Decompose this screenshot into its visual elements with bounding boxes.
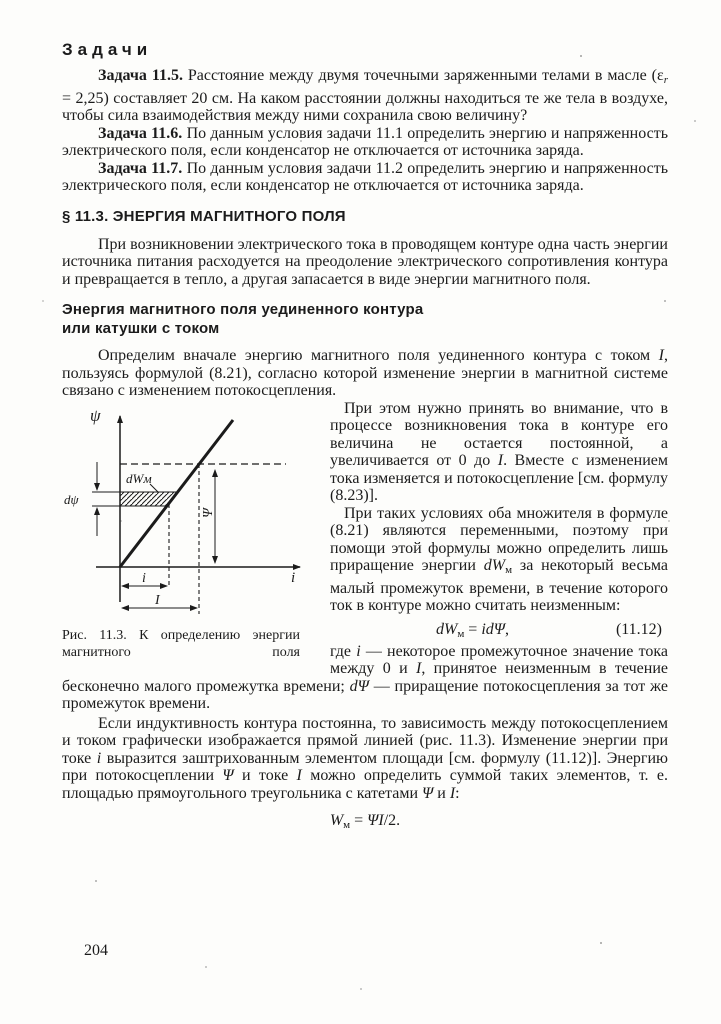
section-11-3-heading: § 11.3. ЭНЕРГИЯ МАГНИТНОГО ПОЛЯ <box>62 207 346 225</box>
equation-11-12-body: $dW_м = id\Psi$, <box>435 620 510 640</box>
equation-wm-body: $W_м = \Psi I/2$. <box>329 812 401 831</box>
figure-11-3 <box>62 404 314 666</box>
equation-11-12-number: (11.12) <box>615 620 662 638</box>
page-number: 204 <box>84 942 108 959</box>
current-axis-label: i <box>291 569 296 586</box>
paragraph-both-factors: При таких условиях оба множителя в формуле (8.21) являются переменными, поэтому при помощи этой формулы можно определить лишь приращение энергии $dW_м$ за некоторый весьма малый промежуток времени, в течение которого ток в контуре можно считать неизменным: <box>330 504 669 614</box>
scan-noise <box>0 0 2 2</box>
I-dim-label: I <box>155 592 160 608</box>
equation-wm <box>62 812 668 831</box>
section-intro-paragraph: При возникновении электрического тока в проводящем контуре одна часть энергии источника питания расходуется на преодоление электрического сопротивления контура и превращается в тепло, а другая запасается в виде энергии магнитного поля. <box>62 235 668 288</box>
equation-11-12 <box>330 621 668 640</box>
problems-heading: Задачи <box>62 40 153 59</box>
problem-11-6: Задача 11.6. По данным условия задачи 11.1 определить энергию и напряженность электрического поля, если конденсатор не отключается от источника заряда. <box>62 124 668 159</box>
subsection-heading-line2: или катушки с током <box>62 320 220 337</box>
paragraph-constant-inductance: Если индуктивность контура постоянна, то зависимость между потокосцеплением и током графически изображается прямой линией (рис. 11.3). Изменение энергии при токе i выразится заштрихованным элементом площади [см. формулу (11.12)]. Энергию при потокосцеплении Ψ и токе I можно определить суммой таких элементов, т. е. площадью прямоугольного треугольника с катетами Ψ и I: <box>62 714 668 802</box>
psi-axis-label: ψ <box>90 405 101 425</box>
paragraph-where-definitions: где i — некоторое промежуточное значение тока между 0 и I, принятое неизменным в течение бесконечно малого промежутка времени; dΨ — приращение потокосцепления за тот же промежуток времени. <box>62 642 669 712</box>
figure-caption: Рис. 11.3. К определению энергии магнитного поля <box>62 627 300 660</box>
subsection-heading-line1: Энергия магнитного поля уединенного контура <box>62 301 424 318</box>
figure-11-3-graph <box>62 404 312 620</box>
i-dim-label: i <box>142 570 146 586</box>
psi-dim-label: Ψ <box>201 507 216 518</box>
problem-11-7: Задача 11.7. По данным условия задачи 11.2 определить энергию и напряженность электрического поля, если конденсатор не отключается от источника заряда. <box>62 159 668 194</box>
problem-11-5: Задача 11.5. Расстояние между двумя точечными заряженными телами в масле $(\varepsilon_r = 2,25)$ составляет 20 см. На каком расстоянии должны находиться те же тела в воздухе, чтобы сила взаимодействия между ними сохранила свою величину? <box>62 67 668 124</box>
paragraph-current-rise: При этом нужно принять во внимание, что в процессе возникновения тока в контуре его величина не остается постоянной, а увеличивается от 0 до I. Вместе с изменением тока изменяется и потокосцепление [см. формулу (8.23)]. <box>330 399 668 504</box>
paragraph-define-energy: Определим вначале энергию магнитного поля уединенного контура с током I, пользуясь формулой (8.21), согласно которой изменение энергии в магнитной системе связано с изменением потокосцепления. <box>62 347 668 399</box>
subsection-heading <box>62 300 668 338</box>
energy-element-label: dWм <box>126 470 152 486</box>
dpsi-label: dψ <box>64 491 79 507</box>
